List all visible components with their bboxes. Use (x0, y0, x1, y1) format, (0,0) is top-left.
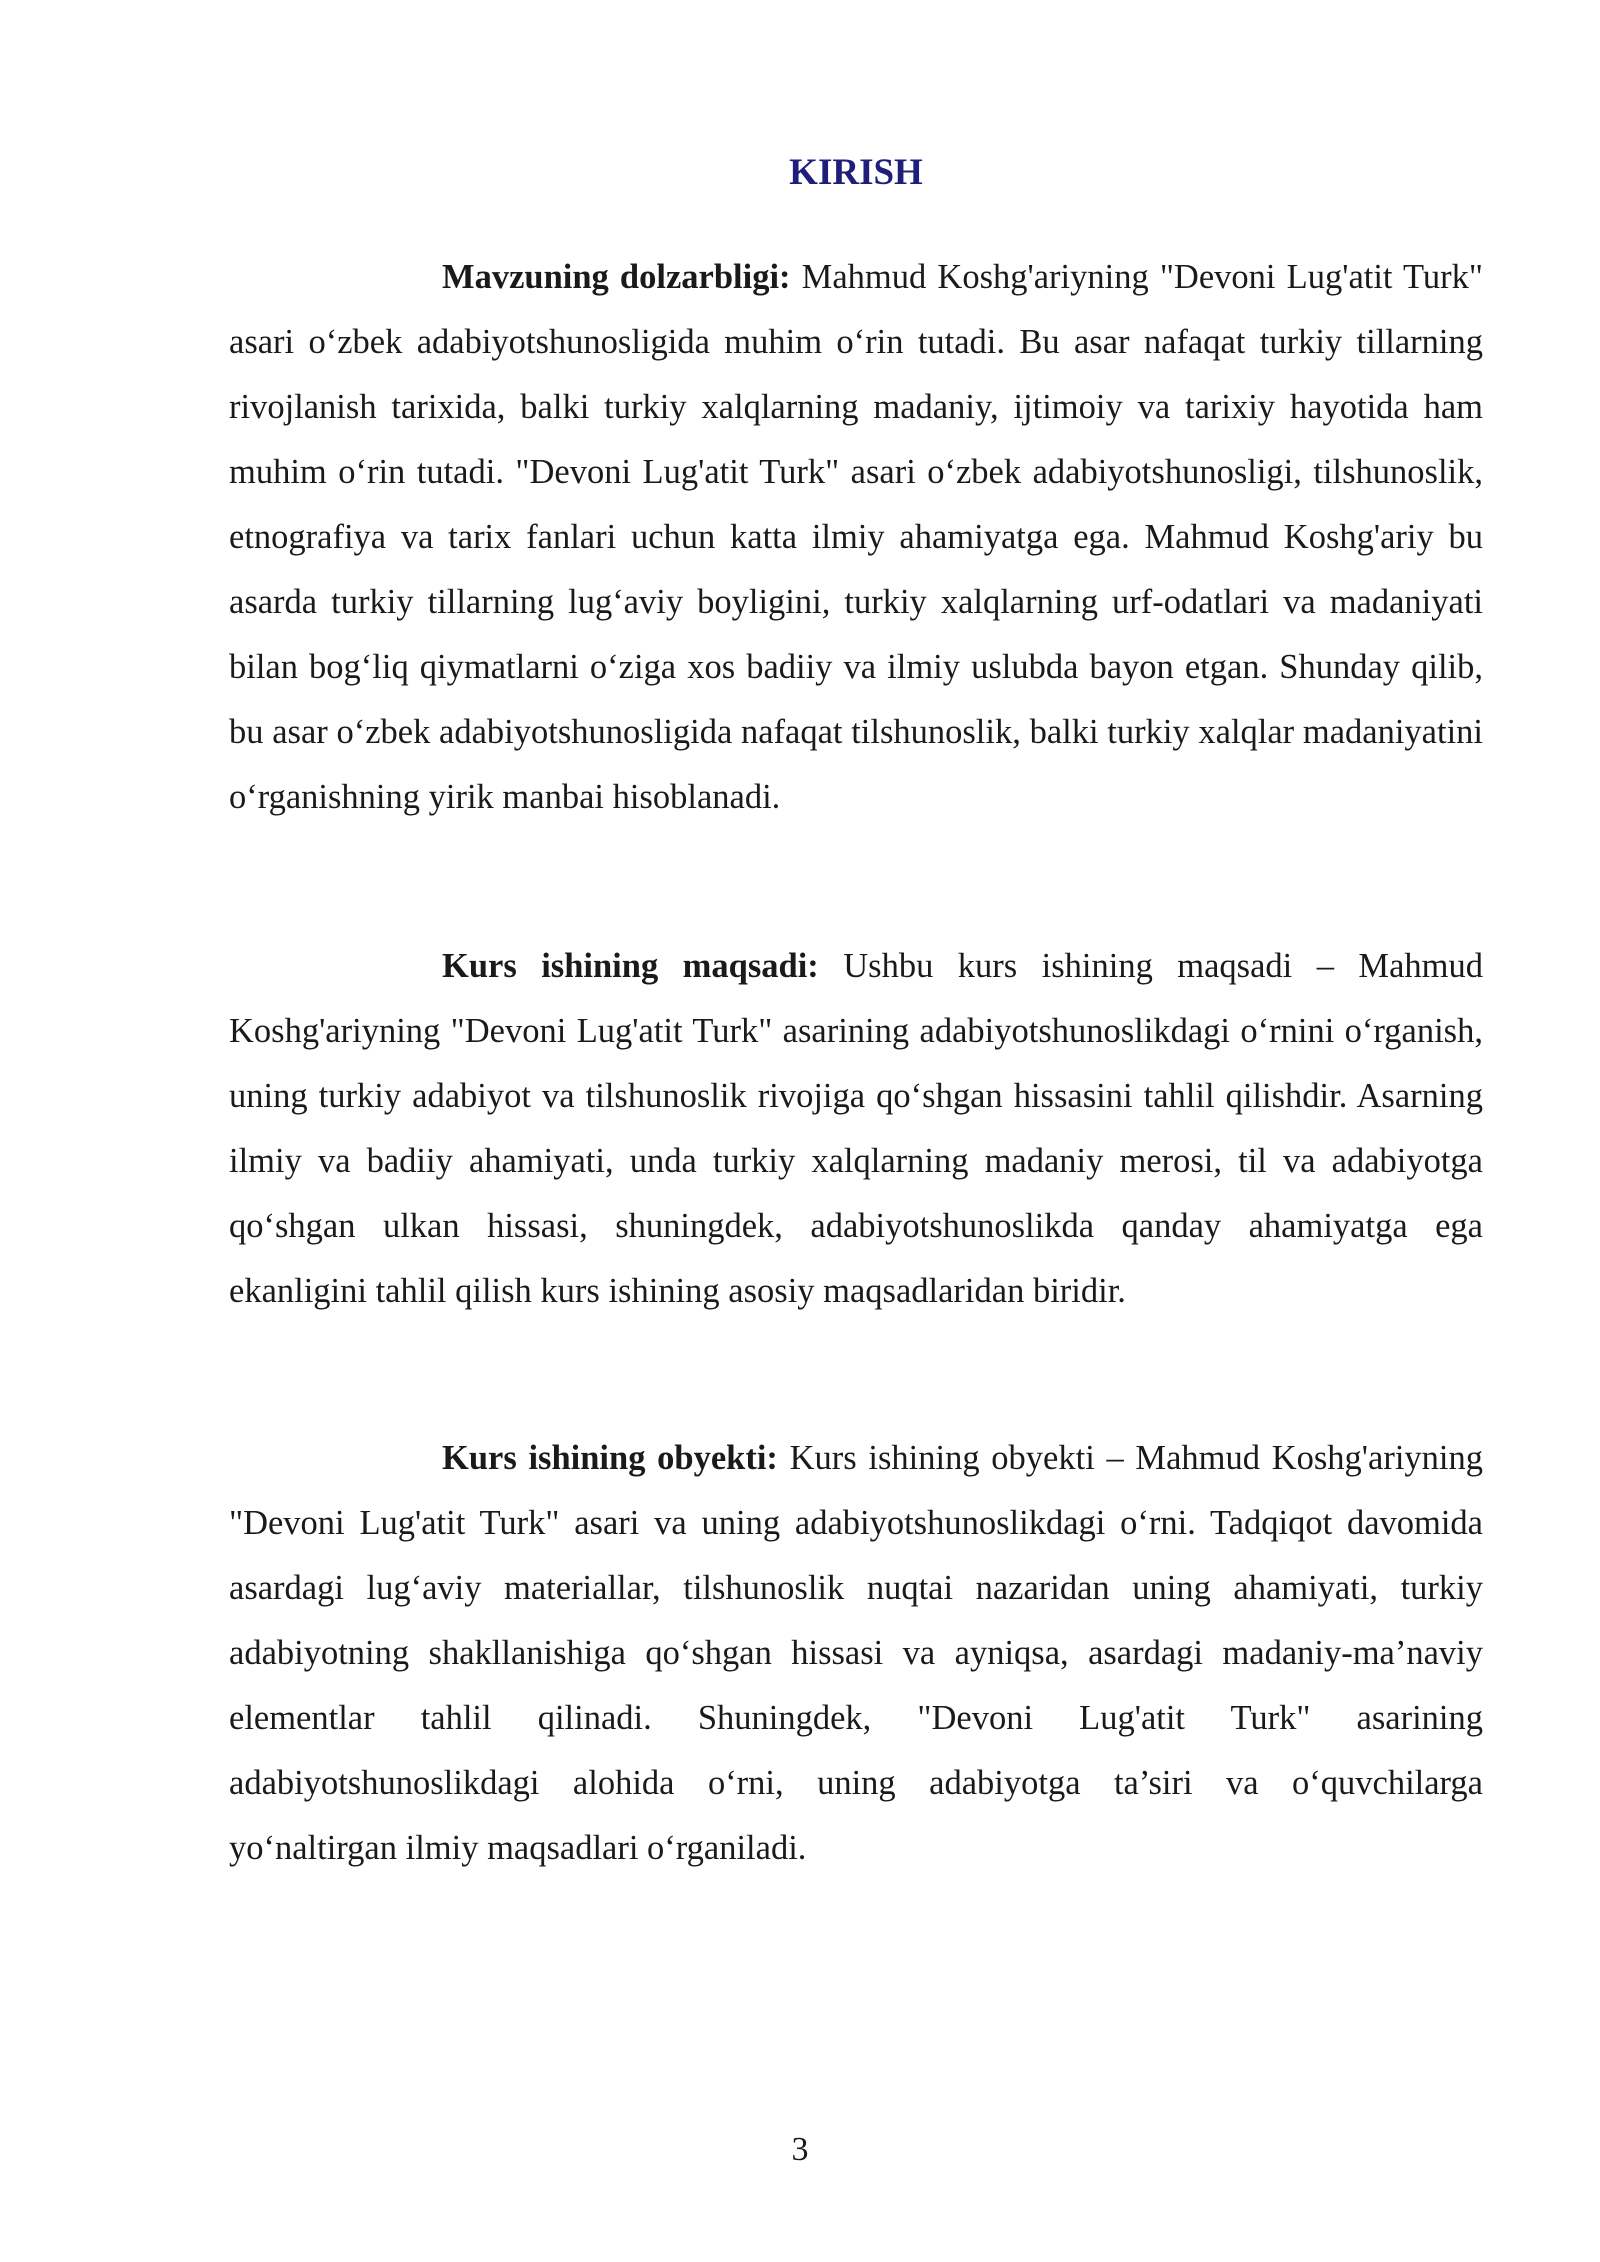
paragraph-text: Kurs ishining obyekti – Mahmud Koshg'ariyning "Devoni Lug'atit Turk" asari va uning adabiyotshunoslikdagi o‘rni. Tadqiqot davomida asardagi lug‘aviy materiallar, tilshunoslik nuqtai nazaridan uning ahamiyati, turkiy adabiyotning shakllanishiga qo‘shgan hissasi va ayniqsa, asardagi madaniy-ma’naviy elementlar tahlil qilinadi. Shuningdek, "Devoni Lug'atit Turk" asarining adabiyotshunoslikdagi alohida o‘rni, uning adabiyotga ta’siri va o‘quvchilarga yo‘naltirgan ilmiy maqsadlari o‘rganiladi. (229, 1439, 1483, 1867)
paragraph-lead: Mavzuning dolzarbligi: (442, 258, 791, 296)
paragraph-lead: Kurs ishining obyekti: (442, 1439, 778, 1477)
paragraph-text: Ushbu kurs ishining maqsadi – Mahmud Koshg'ariyning "Devoni Lug'atit Turk" asarining adabiyotshunoslikdagi o‘rnini o‘rganish, uning turkiy adabiyot va tilshunoslik rivojiga qo‘shgan hissasini tahlil qilishdir. Asarning ilmiy va badiiy ahamiyati, unda turkiy xalqlarning madaniy merosi, til va adabiyotga qo‘shgan ulkan hissasi, shuningdek, adabiyotshunoslikda qanday ahamiyatga ega ekanligini tahlil qilish kurs ishining asosiy maqsadlaridan biridir. (229, 947, 1483, 1310)
paragraph-lead: Kurs ishining maqsadi: (442, 947, 819, 985)
page-number: 3 (791, 2131, 809, 2168)
paragraph-object (229, 1426, 1483, 1881)
paragraph-goal (229, 934, 1483, 1324)
paragraph-relevance (229, 245, 1483, 830)
section-heading: KIRISH (789, 152, 923, 193)
paragraph-text: Mahmud Koshg'ariyning "Devoni Lug'atit Turk" asari o‘zbek adabiyotshunosligida muhim o‘rin tutadi. Bu asar nafaqat turkiy tillarning rivojlanish tarixida, balki turkiy xalqlarning madaniy, ijtimoiy va tarixiy hayotida ham muhim o‘rin tutadi. "Devoni Lug'atit Turk" asari o‘zbek adabiyotshunosligi, tilshunoslik, etnografiya va tarix fanlari uchun katta ilmiy ahamiyatga ega. Mahmud Koshg'ariy bu asarda turkiy tillarning lug‘aviy boyligini, turkiy xalqlarning urf-odatlari va madaniyati bilan bog‘liq qiymatlarni o‘ziga xos badiiy va ilmiy uslubda bayon etgan. Shunday qilib, bu asar o‘zbek adabiyotshunosligida nafaqat tilshunoslik, balki turkiy xalqlar madaniyatini o‘rganishning yirik manbai hisoblanadi. (229, 258, 1483, 816)
